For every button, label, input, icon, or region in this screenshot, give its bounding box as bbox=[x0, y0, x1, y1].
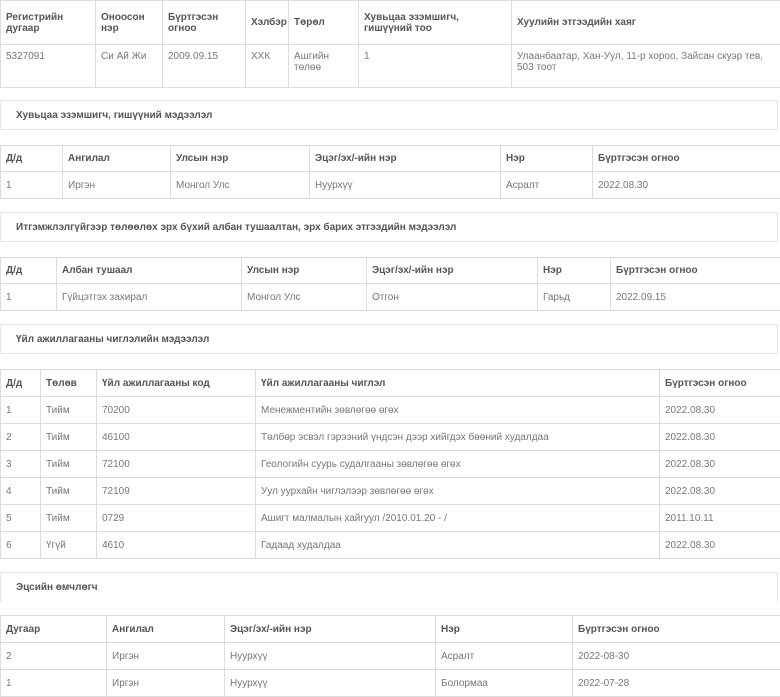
col-header: Эцэг/эх/-ийн нэр bbox=[225, 616, 436, 643]
cell: Тийм bbox=[41, 478, 97, 505]
cell: Менежментийн зөвлөгөө өгөх bbox=[256, 397, 660, 424]
cell: Гадаад худалдаа bbox=[256, 532, 660, 559]
cell: 72100 bbox=[97, 451, 256, 478]
col-header: Д/д bbox=[1, 370, 41, 397]
cell: Иргэн bbox=[63, 172, 171, 199]
company-name: Си Ай Жи bbox=[96, 45, 163, 88]
col-header: Ангилал bbox=[107, 616, 225, 643]
section-title-officials: Итгэмжлэлгүйгээр төлөөлөх эрх бүхий албан тушаалтан, эрх барих этгээдийн мэдээлэл bbox=[0, 212, 778, 242]
col-header: Эцэг/эх/-ийн нэр bbox=[310, 146, 501, 172]
cell: 0729 bbox=[97, 505, 256, 532]
col-header: Бүртгэсэн огноо bbox=[163, 1, 246, 45]
col-header: Нэр bbox=[436, 616, 573, 643]
cell: 46100 bbox=[97, 424, 256, 451]
cell: 2022.09.15 bbox=[611, 284, 780, 311]
table-row bbox=[1, 643, 780, 670]
registration-date: 2009.09.15 bbox=[163, 45, 246, 88]
table-row bbox=[1, 284, 780, 311]
cell: Гарьд bbox=[538, 284, 611, 311]
section-title-owners: Эцсийн өмчлөгч bbox=[0, 572, 778, 602]
col-header: Улсын нэр bbox=[242, 258, 367, 284]
cell: 1 bbox=[1, 397, 41, 424]
col-header: Бүртгэсэн огноо bbox=[660, 370, 780, 397]
cell: 1 bbox=[1, 172, 63, 199]
table-header-row bbox=[1, 146, 780, 172]
cell: Асралт bbox=[436, 643, 573, 670]
table-header-row bbox=[1, 616, 780, 643]
cell: 5 bbox=[1, 505, 41, 532]
cell: Тийм bbox=[41, 505, 97, 532]
shareholder-count: 1 bbox=[359, 45, 512, 88]
cell: 2022.08.30 bbox=[660, 451, 780, 478]
cell: 1 bbox=[1, 284, 57, 311]
col-header: Нэр bbox=[501, 146, 593, 172]
col-header: Хувьцаа эзэмшигч, гишүүний тоо bbox=[359, 1, 512, 45]
section-title-activities: Үйл ажиллагааны чиглэлийн мэдээлэл bbox=[0, 324, 778, 354]
col-header: Бүртгэсэн огноо bbox=[573, 616, 780, 643]
cell: 2022.08.30 bbox=[660, 424, 780, 451]
company-form: ХХК bbox=[246, 45, 289, 88]
col-header: Д/д bbox=[1, 146, 63, 172]
cell: Иргэн bbox=[107, 670, 225, 697]
officials-table bbox=[0, 257, 780, 311]
table-row bbox=[1, 505, 780, 532]
cell: 70200 bbox=[97, 397, 256, 424]
col-header: Хуулийн этгээдийн хаяг bbox=[512, 1, 780, 45]
table-row bbox=[1, 397, 780, 424]
col-header: Үйл ажиллагааны код bbox=[97, 370, 256, 397]
cell: Геологийн суурь судалгааны зөвлөгөө өгөх bbox=[256, 451, 660, 478]
company-table bbox=[0, 0, 780, 88]
table-row bbox=[1, 451, 780, 478]
cell: Гүйцэтгэх захирал bbox=[57, 284, 242, 311]
cell: Монгол Улс bbox=[242, 284, 367, 311]
cell: 2022.08.30 bbox=[660, 478, 780, 505]
cell: Тийм bbox=[41, 451, 97, 478]
cell: Үгүй bbox=[41, 532, 97, 559]
company-header-row bbox=[1, 1, 780, 45]
col-header: Дугаар bbox=[1, 616, 107, 643]
activities-table bbox=[0, 369, 780, 559]
cell: Тийм bbox=[41, 424, 97, 451]
cell: Асралт bbox=[501, 172, 593, 199]
col-header: Оноосон нэр bbox=[96, 1, 163, 45]
cell: Монгол Улс bbox=[171, 172, 310, 199]
table-header-row bbox=[1, 370, 780, 397]
cell: Төлбөр эсвэл гэрээний үндсэн дээр хийгдэх бөөний худалдаа bbox=[256, 424, 660, 451]
company-address: Улаанбаатар, Хан-Уул, 11-р хороо, Зайсан скуэр тев, 503 тоот bbox=[512, 45, 780, 88]
table-row bbox=[1, 424, 780, 451]
registration-number: 5327091 bbox=[1, 45, 96, 88]
cell: Иргэн bbox=[107, 643, 225, 670]
table-row bbox=[1, 478, 780, 505]
cell: 4610 bbox=[97, 532, 256, 559]
col-header: Албан тушаал bbox=[57, 258, 242, 284]
cell: Нуурхүү bbox=[310, 172, 501, 199]
col-header: Төрөл bbox=[289, 1, 359, 45]
section-title-shareholders: Хувьцаа эзэмшигч, гишүүний мэдээлэл bbox=[0, 100, 778, 130]
cell: Нуурхүү bbox=[225, 643, 436, 670]
table-row bbox=[1, 172, 780, 199]
col-header: Д/д bbox=[1, 258, 57, 284]
col-header: Үйл ажиллагааны чиглэл bbox=[256, 370, 660, 397]
cell: 2 bbox=[1, 643, 107, 670]
cell: 2011.10.11 bbox=[660, 505, 780, 532]
col-header: Улсын нэр bbox=[171, 146, 310, 172]
table-row bbox=[1, 670, 780, 697]
table-row bbox=[1, 532, 780, 559]
shareholders-table bbox=[0, 145, 780, 199]
cell: 72109 bbox=[97, 478, 256, 505]
table-row bbox=[1, 45, 780, 88]
owners-table bbox=[0, 615, 780, 697]
col-header: Бүртгэсэн огноо bbox=[611, 258, 780, 284]
cell: Уул уурхайн чиглэлээр зөвлөгөө өгөх bbox=[256, 478, 660, 505]
cell: 2022.08.30 bbox=[593, 172, 780, 199]
cell: 2022-08-30 bbox=[573, 643, 780, 670]
cell: 2022.08.30 bbox=[660, 532, 780, 559]
col-header: Регистрийн дугаар bbox=[1, 1, 96, 45]
cell: 2 bbox=[1, 424, 41, 451]
cell: 4 bbox=[1, 478, 41, 505]
cell: Нуурхүү bbox=[225, 670, 436, 697]
cell: 2022.08.30 bbox=[660, 397, 780, 424]
col-header: Хэлбэр bbox=[246, 1, 289, 45]
col-header: Нэр bbox=[538, 258, 611, 284]
cell: Болормаа bbox=[436, 670, 573, 697]
col-header: Эцэг/эх/-ийн нэр bbox=[367, 258, 538, 284]
company-type: Ашгийн төлөө bbox=[289, 45, 359, 88]
cell: 6 bbox=[1, 532, 41, 559]
cell: Ашигт малмалын хайгуул /2010.01.20 - / bbox=[256, 505, 660, 532]
cell: Тийм bbox=[41, 397, 97, 424]
cell: 2022-07-28 bbox=[573, 670, 780, 697]
cell: 1 bbox=[1, 670, 107, 697]
col-header: Төлөв bbox=[41, 370, 97, 397]
cell: 3 bbox=[1, 451, 41, 478]
col-header: Бүртгэсэн огноо bbox=[593, 146, 780, 172]
col-header: Ангилал bbox=[63, 146, 171, 172]
cell: Отгон bbox=[367, 284, 538, 311]
table-header-row bbox=[1, 258, 780, 284]
